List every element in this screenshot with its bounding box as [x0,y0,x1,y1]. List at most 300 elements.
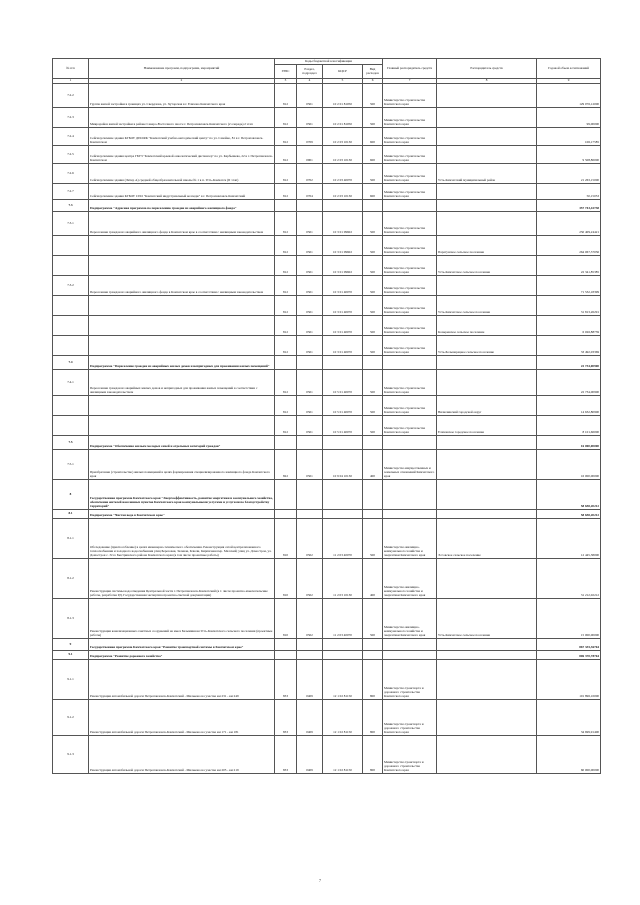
table-row [53,256,601,276]
row-rasporyaditel [437,651,537,660]
table-row [53,212,601,236]
row-grbs: 833 [275,700,297,736]
row-rasporyaditel-main [383,480,437,510]
table-row [53,519,601,559]
row-name: Государственная программа Камчатского края "Развитие транспортной системы в Камчатском крае" [89,639,275,651]
row-razdel: 0501 [297,316,323,336]
row-razdel: 0409 [297,660,323,700]
row-rasporyaditel-main: Министерство жилищно-коммунального хозяйства и энергетики Камчатского края [383,519,437,559]
table-row [53,660,601,700]
row-sum: 71 532,18399 [537,276,601,296]
row-grbs: 822 [275,450,297,480]
table-row [53,639,601,651]
row-rasporyaditel-main [383,436,437,450]
row-vid-rashodov [363,200,383,212]
row-kcsr: 10 2 03 10130 [323,128,363,146]
row-number: 7.2.4 [53,128,89,146]
row-razdel: 0501 [297,108,323,128]
row-kcsr: 10 3 01 40070 [323,276,363,296]
row-vid-rashodov: 500 [363,519,383,559]
row-sum: 6 026,88739 [537,316,601,336]
row-rasporyaditel-main [383,356,437,370]
row-number: 9 [53,639,89,651]
row-name: Микрорайон жилой застройки в районе Северо-Восточного шоссе г. Петропавловск-Камчатского (2 очередь) 2 этап [89,108,275,128]
row-grbs: 812 [275,296,297,316]
row-rasporyaditel-main [383,510,437,519]
row-rasporyaditel [437,212,537,236]
table-row [53,336,601,356]
row-rasporyaditel [437,84,537,108]
table-row [53,510,601,519]
row-sum: 33 492,03369 [537,336,601,356]
row-vid-rashodov [363,510,383,519]
header-csr: КЦСР [323,65,363,79]
row-rasporyaditel-main [383,639,437,651]
row-razdel: 0709 [297,128,323,146]
row-rasporyaditel: Вилючинский городской округ [437,396,537,416]
row-number [53,336,89,356]
row-grbs: 812 [275,416,297,436]
row-grbs: 812 [275,336,297,356]
row-sum: 357 743,42738 [537,200,601,212]
row-razdel: 0501 [297,450,323,480]
row-name: Подпрограмма "Адресная программа по переселению граждан из аварийного жилищного фонда" [89,200,275,212]
row-rasporyaditel: Усть-Камчатское сельское поселение [437,256,537,276]
row-rasporyaditel: Паратунское сельское поселение [437,236,537,256]
row-kcsr: 10 5 01 40070 [323,370,363,396]
row-name: Сейсмоусиление здания КГБОУ ДПОФК "Камчатский учебно-методический центр" по ул. Савойко, 81 в г. Петропавловск-Камчатском [89,128,275,146]
row-grbs: 812 [275,184,297,200]
row-vid-rashodov: 500 [363,416,383,436]
row-kcsr: 10 5 01 40070 [323,416,363,436]
row-number: 9.1 [53,651,89,660]
row-rasporyaditel [437,480,537,510]
row-rasporyaditel: Усть-Большерецкое сельское поселение [437,336,537,356]
header-vr: Вид расходов [363,65,383,79]
header-codes: Коды бюджетной классификации [275,59,383,65]
row-rasporyaditel-main: Министерство строительства Камчатского края [383,316,437,336]
row-razdel: 0901 [297,146,323,164]
row-name [89,336,275,356]
header-rasp: Главный распорядитель средств [383,59,437,79]
row-name: Переселение граждан из аварийного жилищного фонда в Камчатском крае в соответствии с жилищным законодательством [89,276,275,296]
row-sum: 16 000,00000 [537,450,601,480]
row-number: 7.2.5 [53,146,89,164]
row-sum: 14 632,80900 [537,396,601,416]
row-grbs [275,510,297,519]
row-grbs: 812 [275,212,297,236]
row-grbs: 810 [275,599,297,639]
row-vid-rashodov [363,639,383,651]
row-grbs: 812 [275,108,297,128]
row-number: 7.5.1 [53,450,89,480]
row-number: 8.1 [53,510,89,519]
table-row [53,700,601,736]
table-row [53,200,601,212]
row-kcsr [323,200,363,212]
row-name [89,296,275,316]
row-rasporyaditel-main: Министерство строительства Камчатского края [383,276,437,296]
row-rasporyaditel [437,559,537,599]
row-name: Реконструкция системы водоотведения Центральной части г. Петропавловск-Камчатский (в т. числе проектно-изыскательские работы, разработка РД, Государственная экспертиза проектно-сметной документации) [89,559,275,599]
row-kcsr: 10 2 03 40070 [323,164,363,184]
row-name [89,256,275,276]
row-name: Сейсмоусиление здания КГБОУ СПО "Камчатский индустриальный колледж" в г. Петропавловск-Камчатский [89,184,275,200]
table-row [53,559,601,599]
row-kcsr: 11 2 03 40070 [323,519,363,559]
row-rasporyaditel: Усть-Камчатское сельское поселение [437,296,537,316]
row-grbs [275,200,297,212]
col-number: 6 [363,79,383,84]
row-razdel: 0501 [297,416,323,436]
row-name: Сейсмоусиление здания центра ГБУЗ "Камчатский краевой онкологический диспансер" по ул. Карбышева, 22 в г. Петропавловск-Камчатском [89,146,275,164]
row-number: 9.1.3 [53,736,89,774]
row-number: 7.5 [53,436,89,450]
row-vid-rashodov: 500 [363,108,383,128]
row-rasporyaditel-main: Министерство строительства Камчатского края [383,128,437,146]
row-rasporyaditel-main: Министерство строительства Камчатского края [383,256,437,276]
row-vid-rashodov [363,436,383,450]
row-rasporyaditel-main: Министерство строительства Камчатского края [383,184,437,200]
table-row [53,128,601,146]
row-razdel [297,200,323,212]
row-kcsr: 10 5 01 40070 [323,396,363,416]
row-vid-rashodov: 500 [363,296,383,316]
row-grbs: 810 [275,519,297,559]
row-rasporyaditel: Усть-Камчатский муниципальный район [437,164,537,184]
row-rasporyaditel: Усть-Камчатское сельское поселение [437,599,537,639]
row-name: Государственная программа Камчатского края "Энергоэффективность, развитие энергетики и коммунального хозяйства, обеспечение жителей населенных пунктов Камчатского края коммунальными услугами и услугами по благоустройству территорий" [89,480,275,510]
row-razdel: 0501 [297,236,323,256]
row-grbs: 812 [275,370,297,396]
row-rasporyaditel-main: Министерство строительства Камчатского края [383,212,437,236]
row-number: 7.3 [53,200,89,212]
row-name [89,416,275,436]
row-number: 8 [53,480,89,510]
row-kcsr: 10 3 01 09602 [323,256,363,276]
row-vid-rashodov: 600 [363,128,383,146]
table-row [53,108,601,128]
row-rasporyaditel [437,108,537,128]
row-razdel: 0501 [297,296,323,316]
row-kcsr: 10 3 01 40070 [323,336,363,356]
row-razdel: 0501 [297,396,323,416]
row-sum: 58 658,20212 [537,480,601,510]
row-kcsr: 10 2 03 10130 [323,146,363,164]
row-sum: 99,00000 [537,108,601,128]
row-rasporyaditel [437,370,537,396]
row-rasporyaditel [437,200,537,212]
row-number: 7.3.2 [53,276,89,296]
table-row [53,184,601,200]
row-name: Подпрограмма "Чистая вода в Камчатском крае" [89,510,275,519]
row-razdel: 0502 [297,599,323,639]
row-vid-rashodov: 800 [363,736,383,774]
row-rasporyaditel-main: Министерство имущественных и земельных отношений Камчатского края [383,450,437,480]
row-razdel: 0501 [297,256,323,276]
row-kcsr: 11 2 03 40070 [323,599,363,639]
row-sum: 250 409,24421 [537,212,601,236]
row-vid-rashodov [363,651,383,660]
row-vid-rashodov: 500 [363,236,383,256]
row-number: 8.1.2 [53,559,89,599]
row-name: Подпрограмма "Обеспечение жильем молодых семей и отдельных категорий граждан" [89,436,275,450]
row-kcsr: 10 9 04 10130 [323,450,363,480]
row-kcsr [323,510,363,519]
row-vid-rashodov [363,480,383,510]
row-kcsr [323,651,363,660]
row-rasporyaditel-main: Министерство строительства Камчатского края [383,84,437,108]
row-kcsr: 12 1 02 81150 [323,736,363,774]
row-razdel [297,639,323,651]
col-number: 9 [537,79,601,84]
row-number [53,296,89,316]
row-grbs [275,651,297,660]
row-rasporyaditel-main: Министерство строительства Камчатского края [383,296,437,316]
row-rasporyaditel-main [383,200,437,212]
row-rasporyaditel: Эссовское сельское поселение [437,519,537,559]
row-vid-rashodov: 500 [363,316,383,336]
row-razdel: 0501 [297,276,323,296]
row-razdel: 0409 [297,700,323,736]
row-rasporyaditel [437,184,537,200]
row-rasporyaditel-main: Министерство жилищно-коммунального хозяйства и энергетики Камчатского края [383,599,437,639]
row-vid-rashodov: 500 [363,212,383,236]
row-grbs: 833 [275,660,297,700]
row-vid-rashodov: 500 [363,396,383,416]
row-rasporyaditel-main: Министерство строительства Камчатского края [383,236,437,256]
table-row [53,356,601,370]
table-row [53,296,601,316]
row-sum: 22 341,85385 [537,256,601,276]
row-rasporyaditel [437,276,537,296]
row-vid-rashodov: 400 [363,559,383,599]
row-vid-rashodov: 800 [363,660,383,700]
row-sum: 50,15053 [537,184,601,200]
row-kcsr [323,436,363,450]
row-rasporyaditel-main: Министерство транспорта и дорожного строительства Камчатского края [383,700,437,736]
row-razdel: 0704 [297,184,323,200]
row-kcsr [323,639,363,651]
row-sum: 101 896,10000 [537,660,601,700]
row-number: 7.2.3 [53,108,89,128]
row-sum: 9 508,80000 [537,146,601,164]
row-grbs: 812 [275,84,297,108]
row-rasporyaditel [437,356,537,370]
row-number: 9.1.2 [53,700,89,736]
row-vid-rashodov: 500 [363,599,383,639]
row-name: Подпрограмма "Переселение граждан из аварийных жилых домов и непригодных для проживания жилых помещений" [89,356,275,370]
row-razdel [297,480,323,510]
table-row [53,396,601,416]
row-razdel: 0501 [297,370,323,396]
row-vid-rashodov: 500 [363,84,383,108]
row-number [53,416,89,436]
row-sum: 12 445,38000 [537,519,601,559]
row-razdel: 0502 [297,519,323,559]
row-number [53,256,89,276]
row-vid-rashodov: 500 [363,256,383,276]
row-name [89,316,275,336]
row-grbs [275,356,297,370]
row-rasporyaditel-main [383,651,437,660]
col-number: 7 [383,79,437,84]
row-sum: 15 000,00000 [537,599,601,639]
row-rasporyaditel [437,510,537,519]
header-num: № п/п [53,59,89,79]
col-number: 1 [53,79,89,84]
row-rasporyaditel [437,128,537,146]
table-row [53,480,601,510]
header-grbs: ГРБС [275,65,297,79]
row-grbs: 812 [275,128,297,146]
page-number: 7 [319,878,321,883]
col-number: 3 [275,79,297,84]
row-grbs: 812 [275,256,297,276]
row-number: 8.1.3 [53,599,89,639]
col-number: 8 [437,79,537,84]
table-row [53,236,601,256]
row-kcsr: 10 3 01 40070 [323,316,363,336]
row-rasporyaditel-main: Министерство строительства Камчатского края [383,108,437,128]
row-name: Приобретение (строительство) жилых помещений в целях формирования специализированного жилищного фонда Камчатского края [89,450,275,480]
row-rasporyaditel [437,450,537,480]
row-grbs [275,639,297,651]
row-number: 7.4.1 [53,370,89,396]
row-kcsr: 11 2 03 10130 [323,559,363,599]
row-grbs: 833 [275,736,297,774]
table-row [53,736,601,774]
row-rasporyaditel-main: Министерство строительства Камчатского края [383,336,437,356]
row-vid-rashodov: 500 [363,336,383,356]
row-vid-rashodov [363,356,383,370]
row-razdel: 0501 [297,212,323,236]
row-sum: 31 212,02212 [537,559,601,599]
row-kcsr: 10 2 01 81050 [323,108,363,128]
row-sum: 58 658,20212 [537,510,601,519]
row-vid-rashodov: 500 [363,370,383,396]
header-total: Годовой объем ассигнований [537,59,601,79]
row-name: Сейсмоусиление здания (Литер А) средней общеобразовательной школы № 1 в п. Усть-Камчатск (II этап) [89,164,275,184]
row-name: Реконструкция автомобильной дороги Петропавловск-Камчатский - Мильково на участке км 171 - км 181 [89,700,275,736]
row-name [89,236,275,256]
row-razdel [297,356,323,370]
row-grbs [275,480,297,510]
row-number: 7.3.1 [53,212,89,236]
table-row [53,84,601,108]
row-razdel: 0409 [297,736,323,774]
row-kcsr: 10 3 01 09602 [323,236,363,256]
row-name: Обследование (приспособление) в целях инженерно-технического обеспечения. Реконструкция сетей централизованного теплоснабжения и холодного водоснабжения улиц Березовая, Зеленая, Ключи, Кирпичная пер. Малский; улиц ул. Домостроя, ул. Домостроя с. Эссо Быстринского района Камчатского края (в том числе проектные работы) [89,519,275,559]
row-grbs: 812 [275,236,297,256]
row-rasporyaditel-main: Министерство транспорта и дорожного строительства Камчатского края [383,660,437,700]
row-rasporyaditel-main: Министерство жилищно-коммунального хозяйства и энергетики Камчатского края [383,559,437,599]
row-name: Группа жилой застройки в границах ул. Свердлова, ул. Хуторская в г. Елизово Камчатского края [89,84,275,108]
row-number [53,396,89,416]
row-grbs: 812 [275,164,297,184]
row-razdel [297,510,323,519]
row-rasporyaditel-main: Министерство строительства Камчатского края [383,146,437,164]
row-sum: 60 000,00000 [537,736,601,774]
row-rasporyaditel [437,639,537,651]
table-row [53,146,601,164]
row-grbs: 812 [275,146,297,164]
table-row [53,416,601,436]
row-rasporyaditel [437,736,537,774]
row-grbs: 810 [275,559,297,599]
row-kcsr: 10 3 01 40070 [323,296,363,316]
table-row [53,370,601,396]
row-number [53,236,89,256]
budget-table-page [52,58,600,774]
row-sum: 22 734,00900 [537,356,601,370]
row-rasporyaditel-main: Министерство строительства Камчатского края [383,396,437,416]
row-number: 7.4 [53,356,89,370]
row-razdel: 0501 [297,336,323,356]
row-rasporyaditel-main: Министерство строительства Камчатского края [383,370,437,396]
row-vid-rashodov: 400 [363,450,383,480]
row-name: Переселение граждан из аварийных жилых домов и непригодных для проживания жилых помещений в соответствии с жилищным законодательством [89,370,275,396]
row-name: Реконструкция автомобильной дороги Петропавловск-Камчатский - Мильково на участке км 205 - км 219 [89,736,275,774]
row-rasporyaditel: Козыревское сельское поселение [437,316,537,336]
row-number: 7.2.7 [53,184,89,200]
row-kcsr [323,356,363,370]
row-rasporyaditel [437,436,537,450]
budget-allocation-table [52,58,601,774]
row-vid-rashodov: 600 [363,146,383,164]
row-number: 9.1.1 [53,660,89,700]
row-sum: 129 076,12000 [537,84,601,108]
col-number: 4 [297,79,323,84]
row-kcsr: 10 2 03 10130 [323,184,363,200]
row-razdel: 0501 [297,84,323,108]
row-rasporyaditel [437,700,537,736]
row-razdel: 0502 [297,559,323,599]
row-number [53,316,89,336]
row-rasporyaditel-main: Министерство транспорта и дорожного строительства Камчатского края [383,736,437,774]
row-sum: 8 101,60000 [537,416,601,436]
table-body [53,84,601,774]
row-sum: 806 370,78764 [537,651,601,660]
row-grbs: 812 [275,396,297,416]
row-kcsr: 10 2 01 81050 [323,84,363,108]
row-rasporyaditel [437,146,537,164]
row-sum: 34 699,91400 [537,700,601,736]
row-rasporyaditel: Елизовское городское поселение [437,416,537,436]
col-number: 5 [323,79,363,84]
row-number: 8.1.1 [53,519,89,559]
row-number: 7.2.6 [53,164,89,184]
row-grbs [275,436,297,450]
header-recip: Распорядитель средств [437,59,537,79]
row-sum: 31 813,26291 [537,296,601,316]
table-row [53,316,601,336]
header-rzpr: Раздел, подраздел [297,65,323,79]
row-sum: 21 263,15000 [537,164,601,184]
table-row [53,436,601,450]
row-name: Реконструкция автомобильной дороги Петропавловск-Камчатский - Мильково на участке км 231 - км 249 [89,660,275,700]
table-row [53,450,601,480]
row-rasporyaditel-main: Министерство строительства Камчатского края [383,416,437,436]
row-vid-rashodov: 800 [363,700,383,736]
row-kcsr: 12 1 02 81150 [323,700,363,736]
row-razdel [297,436,323,450]
table-row [53,276,601,296]
row-sum: 867 335,36764 [537,639,601,651]
row-name: Реконструкция канализационных очистных сооружений на мысе Безымянном Усть-Камчатского сельского поселения (проектные работы) [89,599,275,639]
row-sum: 22 734,00900 [537,370,601,396]
row-sum: 264 067,37036 [537,236,601,256]
